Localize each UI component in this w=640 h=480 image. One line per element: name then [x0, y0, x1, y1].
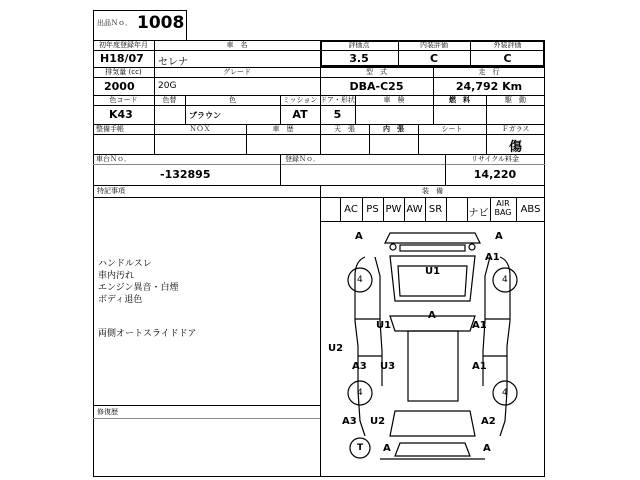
equip-ac: AC	[344, 204, 358, 215]
mark-door-right: A1	[472, 320, 487, 331]
color-type-label: 色替	[162, 96, 177, 104]
equip-abs: ABS	[520, 204, 541, 215]
first-reg-label: 初年度登録年月	[99, 41, 148, 49]
inspection-label: 車 検	[383, 96, 405, 104]
mark-roof-front: U1	[425, 266, 441, 277]
nox-label: ＮＯＸ	[189, 125, 211, 133]
inner-label: 内 張	[383, 125, 404, 133]
mark-rear-left-u3: U3	[380, 361, 396, 372]
lot-value: 1008	[137, 13, 185, 33]
recycle-label: リサイクル料金	[470, 155, 520, 163]
car-name-value: セレナ	[158, 57, 188, 68]
equip-pw: PW	[385, 204, 402, 215]
roof-label: 天 張	[334, 125, 355, 133]
manual-label: 整備手帳	[96, 125, 124, 133]
glass-value: 傷	[508, 140, 522, 155]
exterior-label: 外装評価	[493, 41, 522, 49]
model-label: 型 式	[366, 68, 387, 76]
equip-aw: AW	[406, 204, 423, 215]
mileage-label: 走 行	[478, 68, 500, 76]
trunk-mark: T	[357, 443, 364, 453]
mark-bottom-a-2: A	[483, 443, 491, 454]
chassis-value: -132895	[160, 168, 211, 181]
car-diagram	[320, 221, 545, 477]
car-name-label: 車 名	[226, 41, 248, 49]
mark-bottom-left-a3: A3	[342, 416, 357, 427]
color-code-label: 色コード	[109, 96, 138, 104]
equipment-label: 装 備	[422, 187, 443, 195]
transmission-value: AT	[292, 108, 308, 121]
exterior-value: C	[503, 52, 512, 65]
note-line: ボディ退色	[98, 295, 143, 305]
tire-rear-right: 4	[502, 388, 508, 398]
mark-rear-right-a1: A1	[472, 361, 487, 372]
note-line: ハンドルスレ	[98, 259, 152, 269]
first-reg-value: H18/07	[100, 52, 144, 65]
mark-rear-left-a3: A3	[352, 361, 367, 372]
color-value: ブラウン	[189, 111, 221, 120]
interior-label: 内装評価	[420, 41, 448, 49]
mark-front-right: A	[495, 231, 503, 242]
equip-navi: ナビ	[468, 208, 489, 219]
note-line: エンジン異音・白煙	[98, 283, 179, 293]
tire-front-right: 4	[502, 275, 508, 285]
mark-bottom-left-u2: U2	[370, 416, 386, 427]
color-label: 色	[229, 96, 236, 104]
mark-side-left: U2	[328, 343, 344, 354]
equip-ps: PS	[366, 204, 379, 215]
mark-bottom-right-a2: A2	[481, 416, 496, 427]
mark-roof-mid: A	[428, 310, 436, 321]
mark-hood-right: A1	[485, 252, 500, 263]
history-label: 車 歴	[272, 125, 294, 133]
displacement-value: 2000	[104, 80, 135, 93]
grade-value: 20G	[158, 81, 177, 91]
drive-label: 駆 動	[505, 96, 526, 104]
displacement-label: 排気量 (cc)	[105, 68, 142, 76]
mark-door-left: U1	[376, 320, 392, 331]
score-label: 評価点	[348, 41, 370, 49]
doors-value: 5	[333, 108, 342, 121]
chassis-label: 車台Ｎｏ．	[96, 155, 131, 163]
model-value: DBA-C25	[349, 80, 404, 93]
color-code-value: K43	[109, 108, 133, 121]
equip-airbag: AIR BAG	[494, 199, 512, 217]
tire-rear-left: 4	[357, 388, 363, 398]
transmission-label: ミッション	[282, 96, 318, 104]
mark-bottom-a-1: A	[383, 443, 391, 454]
seat-label: シート	[441, 125, 463, 133]
notes-label: 特記事項	[97, 187, 125, 195]
fuel-label: 燃 料	[449, 96, 470, 104]
repair-label: 修復歴	[97, 408, 118, 416]
equip-sr: SR	[428, 204, 443, 215]
note-line: 車内汚れ	[98, 271, 135, 281]
reg-no-label: 登録Ｎｏ．	[285, 155, 320, 163]
note-line: 両側オートスライドドア	[98, 329, 197, 339]
mark-front-left: A	[355, 231, 363, 242]
tire-front-left: 4	[357, 275, 363, 285]
lot-label: 出品Ｎｏ．	[97, 19, 132, 27]
grade-label: グレード	[223, 68, 251, 76]
glass-label: Ｆガラス	[501, 125, 530, 133]
recycle-value: 14,220	[473, 168, 517, 181]
doors-label: ドア・形状	[320, 96, 355, 104]
mileage-value: 24,792 Km	[455, 80, 523, 93]
score-value: 3.5	[349, 52, 369, 65]
interior-value: C	[429, 52, 439, 65]
